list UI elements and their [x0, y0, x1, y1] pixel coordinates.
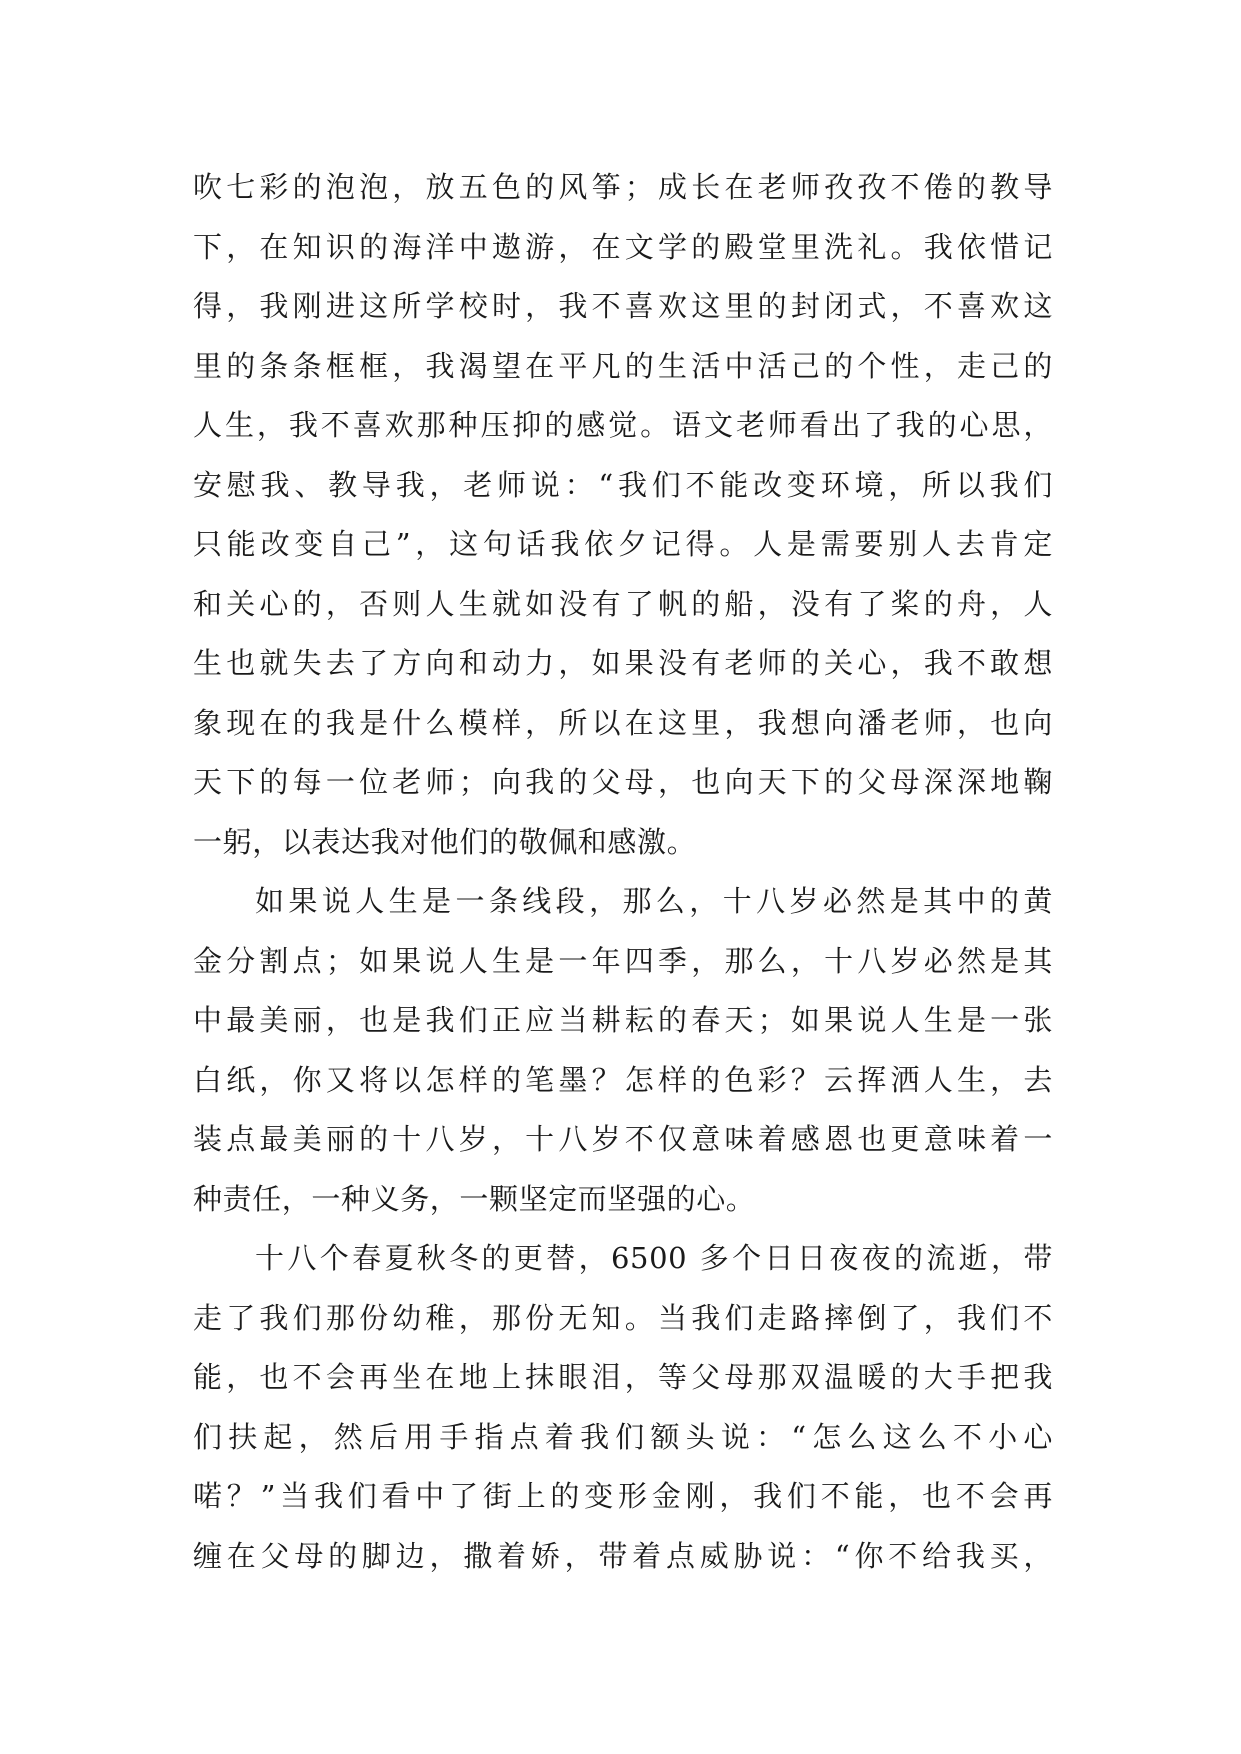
paragraph-2-line-5: 装点最美丽的十八岁，十八岁不仅意味着感恩也更意味着一 — [193, 1122, 1053, 1156]
paragraph-1-line-3: 得，我刚进这所学校时，我不喜欢这里的封闭式，不喜欢这 — [193, 289, 1053, 323]
paragraph-3-line-1: 十八个春夏秋冬的更替，6500 多个日日夜夜的流逝，带 — [255, 1241, 1053, 1275]
paragraph-1-line-9: 生也就失去了方向和动力，如果没有老师的关心，我不敢想 — [193, 646, 1053, 680]
paragraph-2-line-6: 种责任，一种义务，一颗坚定而坚强的心。 — [193, 1181, 756, 1216]
paragraph-1-line-10: 象现在的我是什么模样，所以在这里，我想向潘老师，也向 — [193, 705, 1053, 740]
paragraph-1-line-11: 天下的每一位老师；向我的父母，也向天下的父母深深地鞠 — [193, 765, 1053, 799]
paragraph-1-line-7: 只能改变自己”，这句话我依夕记得。人是需要别人去肯定 — [193, 527, 1053, 561]
paragraph-2-line-4: 白纸，你又将以怎样的笔墨？怎样的色彩？云挥洒人生，去 — [193, 1062, 1053, 1097]
paragraph-1-line-5: 人生，我不喜欢那种压抑的感觉。语文老师看出了我的心思， — [193, 408, 1053, 442]
paragraph-1-line-12: 一躬，以表达我对他们的敬佩和感激。 — [193, 824, 697, 859]
paragraph-1-line-2: 下，在知识的海洋中遨游，在文学的殿堂里洗礼。我依惜记 — [193, 229, 1053, 264]
paragraph-1-line-6: 安慰我、教导我，老师说：“我们不能改变环境，所以我们 — [193, 467, 1053, 502]
paragraph-2-line-2: 金分割点；如果说人生是一年四季，那么，十八岁必然是其 — [193, 943, 1053, 978]
paragraph-1-line-8: 和关心的，否则人生就如没有了帆的船，没有了桨的舟，人 — [193, 586, 1053, 621]
paragraph-3-line-6: 缠在父母的脚边，撒着娇，带着点威胁说：“你不给我买， — [193, 1538, 1053, 1573]
paragraph-2-line-1: 如果说人生是一条线段，那么，十八岁必然是其中的黄 — [255, 884, 1053, 918]
paragraph-1-line-4: 里的条条框框，我渴望在平凡的生活中活己的个性，走己的 — [193, 348, 1053, 383]
paragraph-3-line-3: 能，也不会再坐在地上抹眼泪，等父母那双温暖的大手把我 — [193, 1360, 1053, 1394]
body-text — [193, 158, 1053, 1586]
paragraph-3-line-4: 们扶起，然后用手指点着我们额头说：“怎么这么不小心 — [193, 1419, 1053, 1454]
paragraph-3-line-2: 走了我们那份幼稚，那份无知。当我们走路摔倒了，我们不 — [193, 1300, 1053, 1335]
paragraph-3-line-5: 喏？”当我们看中了街上的变形金刚，我们不能，也不会再 — [193, 1479, 1053, 1513]
paragraph-2-line-3: 中最美丽，也是我们正应当耕耘的春天；如果说人生是一张 — [193, 1003, 1053, 1037]
paragraph-1-line-1: 吹七彩的泡泡，放五色的风筝；成长在老师孜孜不倦的教导 — [193, 170, 1053, 204]
